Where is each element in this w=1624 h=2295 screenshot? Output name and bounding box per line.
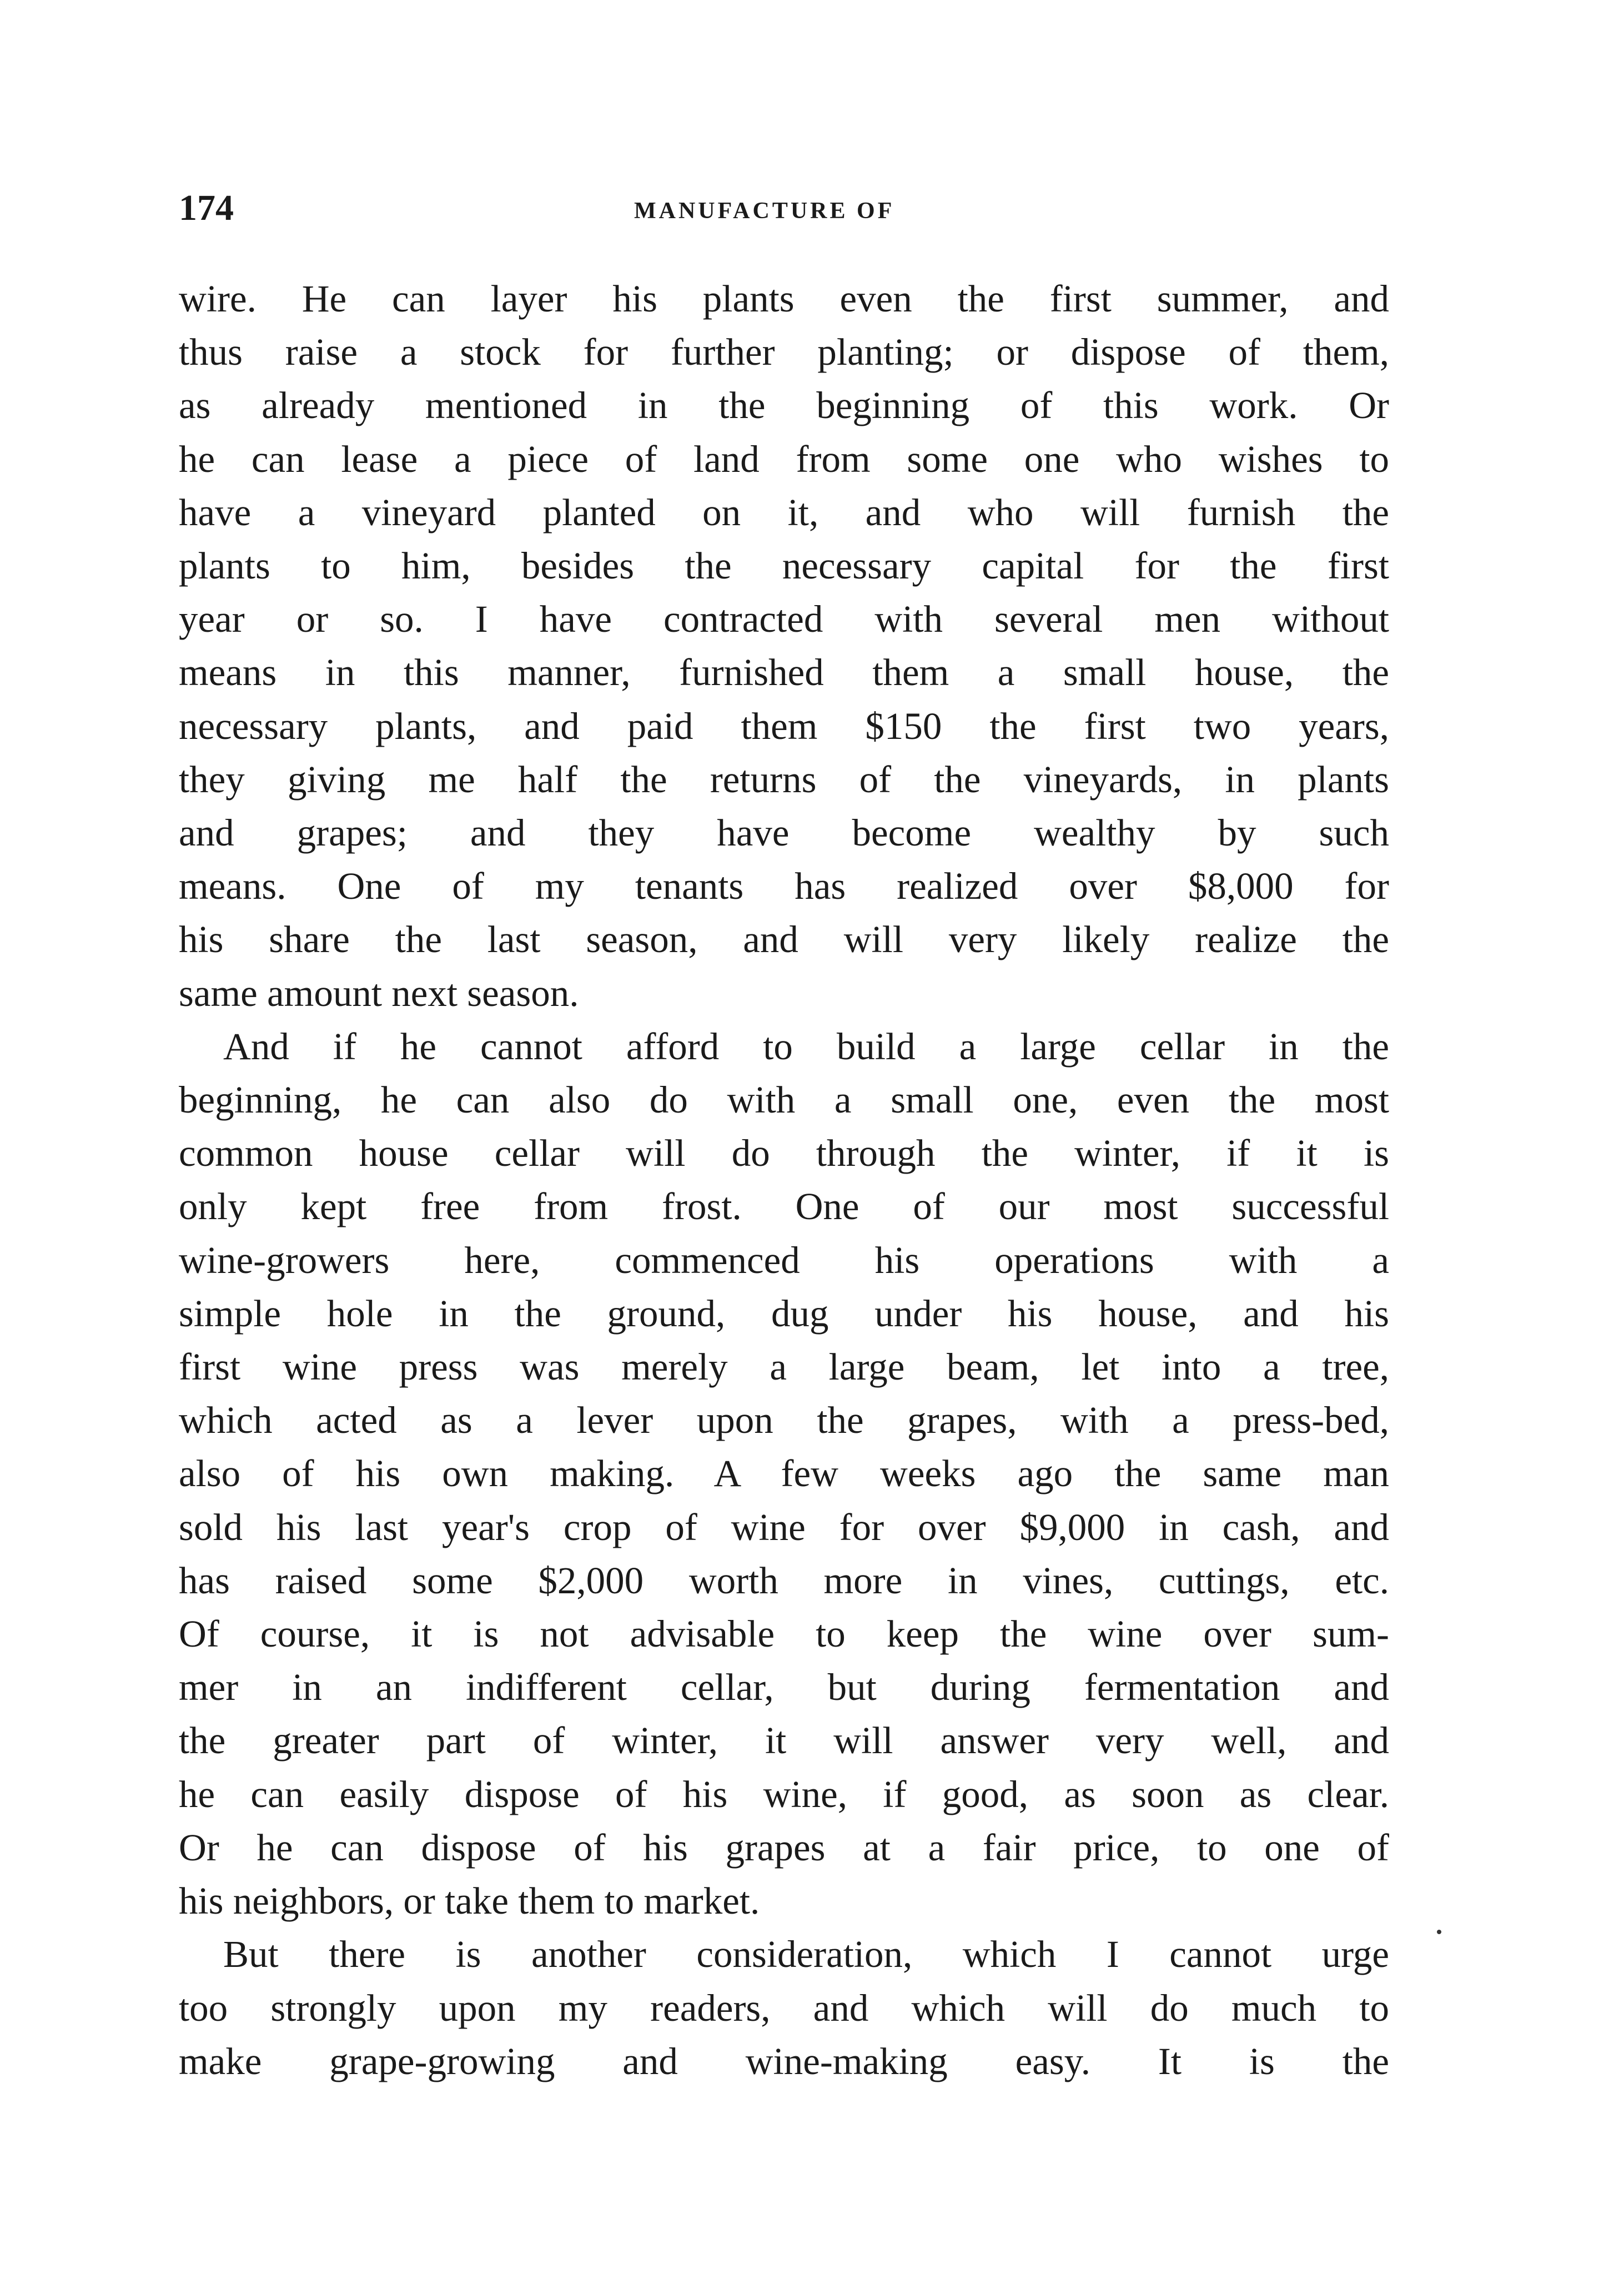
text-line: wine-growers here, commenced his operations with a <box>179 1239 1389 1281</box>
text-line: year or so. I have contracted with several men without <box>179 598 1389 641</box>
text-line: the greater part of winter, it will answer very well, and <box>179 1719 1389 1762</box>
text-line: mer in an indifferent cellar, but during fermentation and <box>179 1666 1389 1709</box>
text-line: beginning, he can also do with a small one, even the most <box>179 1079 1389 1121</box>
text-line: necessary plants, and paid them $150 the first two years, <box>179 704 1389 747</box>
text-line: they giving me half the returns of the vineyards, in plants <box>179 758 1389 801</box>
paragraph-3 <box>179 1927 1389 2088</box>
text-line: means. One of my tenants has realized over $8,000 for <box>179 865 1389 908</box>
text-line: he can lease a piece of land from some one who wishes to <box>179 437 1389 480</box>
text-line: common house cellar will do through the winter, if it is <box>179 1132 1389 1175</box>
paragraph-1 <box>179 272 1389 1020</box>
text-line: and grapes; and they have become wealthy by such <box>179 812 1389 854</box>
text-line: has raised some $2,000 worth more in vines, cuttings, etc. <box>179 1559 1389 1602</box>
text-line: as already mentioned in the beginning of this work. Or <box>179 384 1389 427</box>
text-line: also of his own making. A few weeks ago the same man <box>179 1452 1389 1495</box>
text-line: But there is another consideration, which I cannot urge <box>223 1933 1389 1976</box>
text-line: wire. He can layer his plants even the first summer, and <box>179 278 1389 320</box>
body-text <box>179 272 1389 2088</box>
running-title: MANUFACTURE OF <box>634 198 895 224</box>
text-line: thus raise a stock for further planting; or dispose of them, <box>179 331 1389 374</box>
text-line: make grape-growing and wine-making easy. It is the <box>179 2040 1389 2082</box>
text-line: sold his last year's crop of wine for over $9,000 in cash, and <box>179 1506 1389 1548</box>
page-number: 174 <box>179 188 234 228</box>
text-line: simple hole in the ground, dug under his house, and his <box>179 1292 1389 1335</box>
text-line: only kept free from frost. One of our most successful <box>179 1185 1389 1228</box>
text-line: first wine press was merely a large beam, let into a tree, <box>179 1346 1389 1388</box>
text-line: his neighbors, or take them to market. <box>179 1880 760 1922</box>
print-speck <box>1437 1930 1441 1934</box>
text-line: plants to him, besides the necessary capital for the first <box>179 545 1389 587</box>
text-line: Or he can dispose of his grapes at a fair price, to one of <box>179 1826 1389 1869</box>
text-line: And if he cannot afford to build a large cellar in the <box>223 1025 1389 1068</box>
page-header <box>179 183 1381 233</box>
text-line: he can easily dispose of his wine, if good, as soon as clear. <box>179 1773 1389 1815</box>
text-line: which acted as a lever upon the grapes, with a press-bed, <box>179 1399 1389 1442</box>
text-line: means in this manner, furnished them a small house, the <box>179 651 1389 694</box>
text-line: same amount next season. <box>179 972 579 1014</box>
text-line: have a vineyard planted on it, and who will furnish the <box>179 491 1389 534</box>
text-line: too strongly upon my readers, and which will do much to <box>179 1986 1389 2029</box>
text-line: his share the last season, and will very likely realize the <box>179 918 1389 961</box>
paragraph-2 <box>179 1020 1389 1927</box>
text-line: Of course, it is not advisable to keep the wine over sum- <box>179 1613 1389 1655</box>
